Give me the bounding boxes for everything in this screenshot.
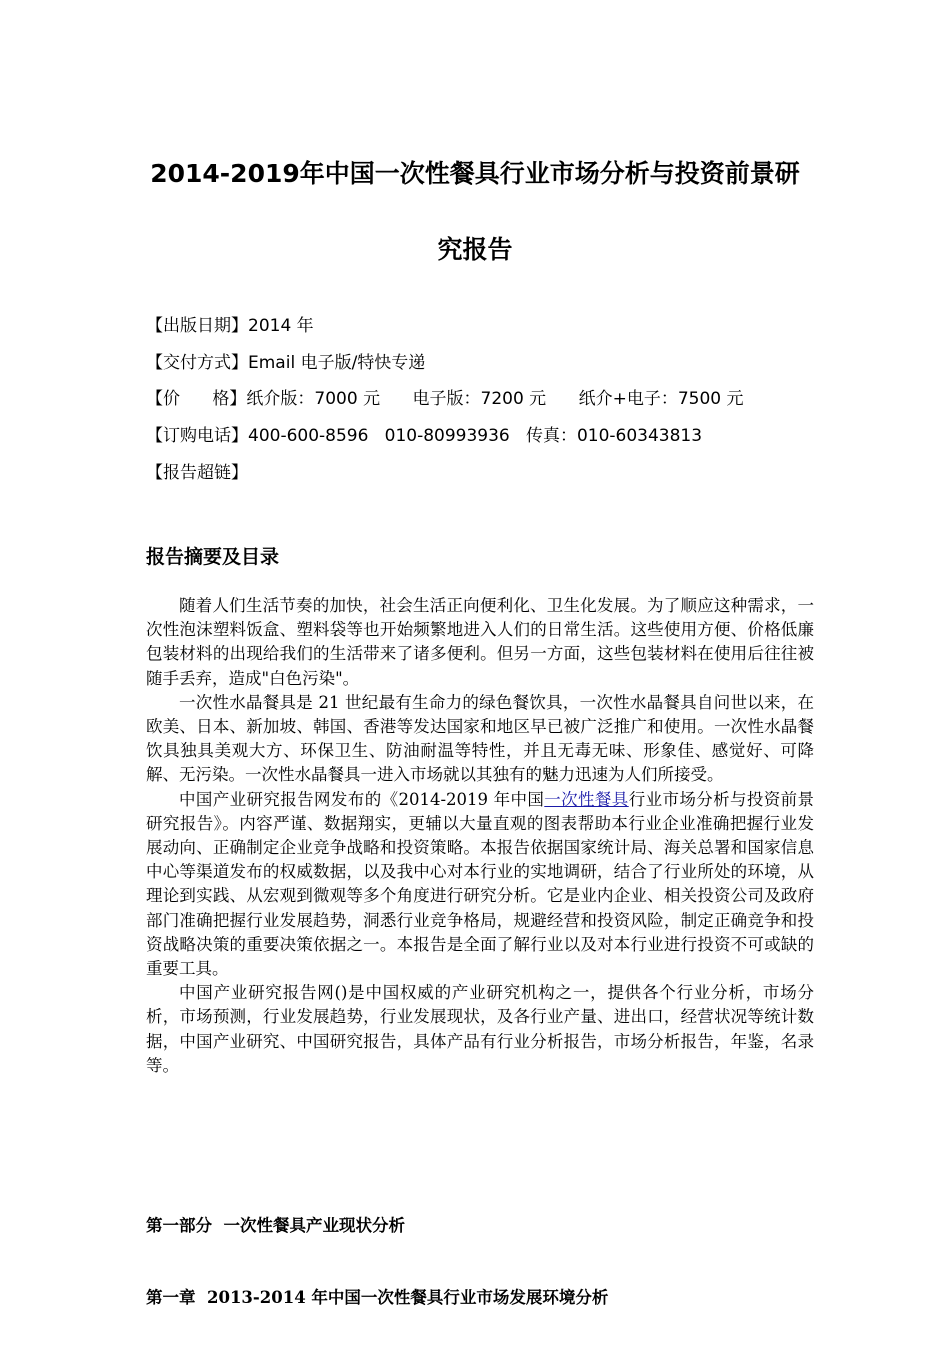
summary-paragraph-4: 中国产业研究报告网()是中国权威的产业研究机构之一，提供各个行业分析，市场分析，市场预测，行业发展趋势，行业发展现状，及各行业产量、进出口，经营状况等统计数据，中国产业研究、中国研究报告，具体产品有行业分析报告，市场分析报告，年鉴，名录等。: [146, 983, 814, 1075]
paragraph-3-rest: 行业市场分析与投资前景研究报告》。内容严谨、数据翔实，更辅以大量直观的图表帮助本行业企业准确把握行业发展动向、正确制定企业竞争战略和投资策略。本报告依据国家统计局、海关总署和国家信息中心等渠道发布的权威数据，以及我中心对本行业的实地调研，结合了行业所处的环境，从理论到实践、从宏观到微观等多个角度进行研究分析。它是业内企业、相关投资公司及政府部门准确把握行业发展趋势，洞悉行业竞争格局，规避经营和投资风险，制定正确竞争和投资战略决策的重要决策依据之一。本报告是全面了解行业以及对本行业进行投资不可或缺的重要工具。: [146, 789, 814, 979]
publish-date: 【出版日期】2014 年: [146, 316, 314, 336]
toc-part-1: 第一部分 一次性餐具产业现状分析: [146, 1216, 405, 1235]
product-link[interactable]: 一次性餐具: [544, 789, 629, 809]
toc-chapter-1: 第一章 2013-2014 年中国一次性餐具行业市场发展环境分析: [146, 1288, 609, 1307]
delivery-method: 【交付方式】Email 电子版/特快专递: [146, 353, 426, 373]
order-phone: 【订购电话】400-600-8596 010-80993936 传真：010-60343813: [146, 426, 703, 446]
table-of-contents: [146, 1166, 814, 1358]
summary-paragraph-1: 随着人们生活节奏的加快，社会生活正向便利化、卫生化发展。为了顺应这种需求，一次性泡沫塑料饭盒、塑料袋等也开始频繁地进入人们的日常生活。这些使用方便、价格低廉包装材料的出现给我们的生活带来了诸多便利。但另一方面，这些包装材料在使用后往往被随手丢弃，造成"白色污染"。: [146, 596, 814, 688]
summary-paragraph-3: [146, 788, 814, 982]
report-title-line-1: 2014-2019年中国一次性餐具行业市场分析与投资前景研: [150, 159, 800, 188]
price-info: 【价 格】纸介版：7000 元 电子版：7200 元 纸介+电子：7500 元: [146, 389, 744, 409]
summary-heading: 报告摘要及目录: [146, 546, 280, 568]
paragraph-3-lead: 中国产业研究报告网发布的《2014-2019 年中国: [179, 789, 545, 809]
report-title-line-2: 究报告: [437, 235, 513, 264]
report-hyperlink-label: 【报告超链】: [146, 463, 248, 483]
summary-body: [146, 594, 814, 1078]
summary-paragraph-2: 一次性水晶餐具是 21 世纪最有生命力的绿色餐饮具，一次性水晶餐具自问世以来，在欧美、日本、新加坡、韩国、香港等发达国家和地区早已被广泛推广和使用。一次性水晶餐饮具独具美观大方、环保卫生、防油耐温等特性，并且无毒无味、形象佳、感觉好、可降解、无污染。一次性水晶餐具一进入市场就以其独有的魅力迅速为人们所接受。: [146, 692, 814, 785]
